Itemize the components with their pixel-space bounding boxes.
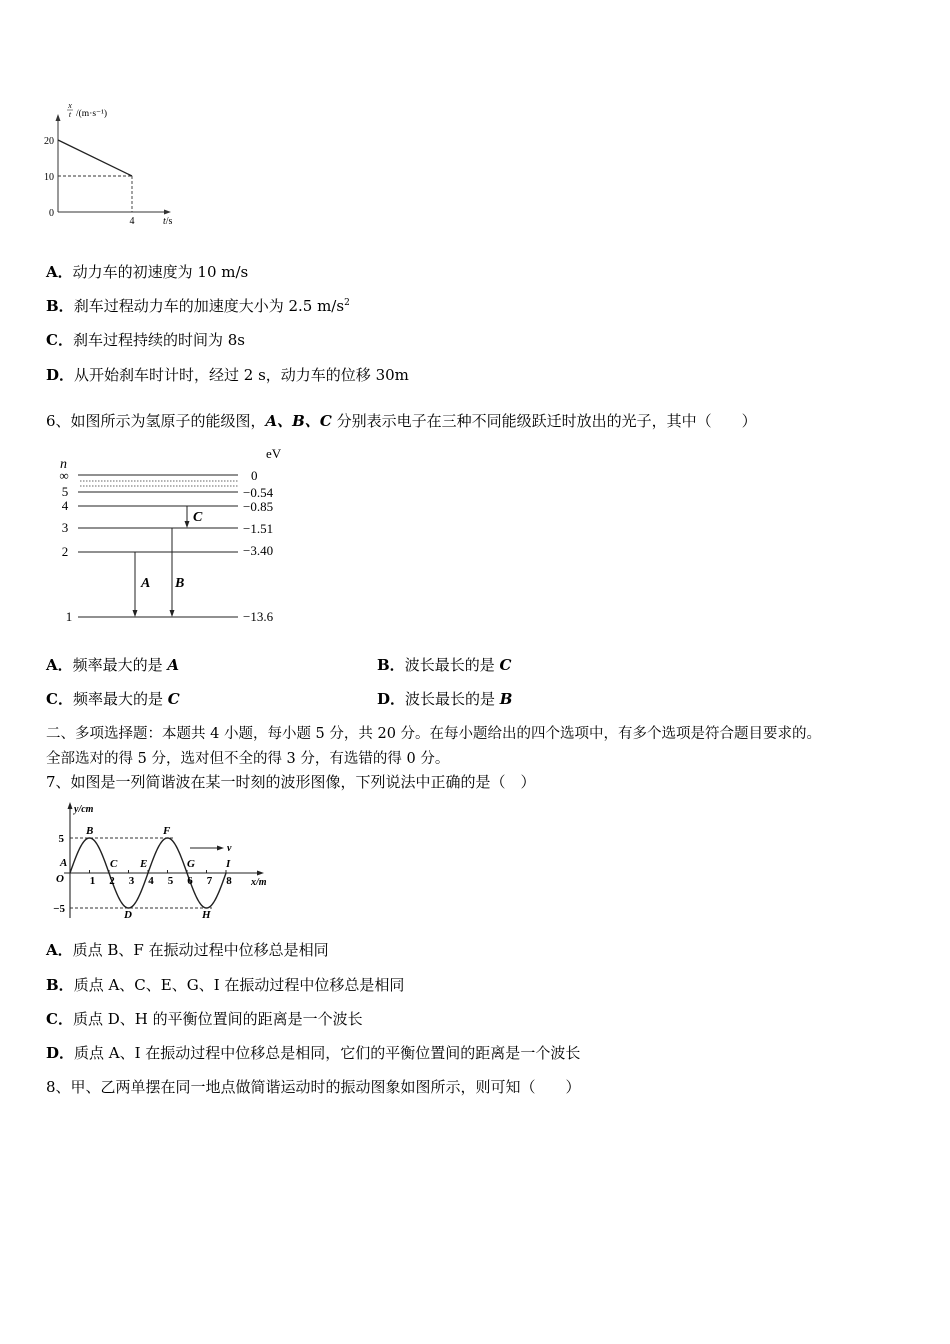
q6-e-3: −1.51 [243, 521, 274, 536]
q6-e-1: −13.6 [243, 609, 274, 624]
q7-velocity-arrow-head [217, 846, 224, 851]
q6-e-inf: 0 [251, 468, 258, 483]
q5-y-label-num: x [68, 101, 72, 110]
q5-x-label: t/s [163, 216, 173, 227]
q5-y-label-den: t [68, 110, 72, 119]
q5-option-b[interactable] [46, 295, 350, 316]
q8-stem: 8、甲、乙两单摆在同一地点做简谐运动时的振动图象如图所示，则可知（ ） [46, 1078, 581, 1096]
option-letter: A． [46, 263, 73, 281]
option-letter: A． [46, 941, 73, 959]
option-letter: D． [377, 690, 406, 708]
q5-option-a[interactable] [46, 261, 248, 282]
q6-e-4: −0.85 [243, 499, 274, 514]
q7-point-c: C [110, 858, 118, 870]
option-text: 波长最长的是 [404, 656, 500, 674]
option-letter: D． [46, 366, 75, 384]
q6-n-inf: ∞ [59, 468, 69, 483]
option-sup: 2 [344, 298, 350, 308]
q5-x-tick-4: 4 [129, 216, 135, 227]
q5-option-d[interactable] [46, 364, 409, 385]
q6-unit-label: eV [266, 446, 282, 461]
q7-point-d: D [124, 909, 132, 921]
option-letter: C． [46, 1010, 73, 1028]
option-letter: C． [46, 690, 73, 708]
q5-y-unit: /(m·s⁻¹) [76, 109, 108, 119]
q5-y-tick-20: 20 [44, 136, 54, 147]
q7-option-c[interactable] [46, 1008, 363, 1029]
q5-data-line [58, 140, 132, 176]
q6-stem: 6、如图所示为氢原子的能级图，A、B、C 分别表示电子在三种不同能级跃迁时放出的光子，其中（ ） [46, 412, 757, 430]
q7-point-b: B [86, 825, 94, 837]
q7-y-tick-neg5: −5 [53, 903, 65, 915]
q7-option-b[interactable] [46, 974, 404, 995]
option-var: C [499, 656, 512, 674]
option-text: 质点 D、H 的平衡位置间的距离是一个波长 [72, 1010, 363, 1028]
q7-stem: 7、如图是一列简谐波在某一时刻的波形图像，下列说法中正确的是（ ） [46, 773, 536, 791]
option-letter: A． [46, 656, 73, 674]
option-text: 质点 B、F 在振动过程中位移总是相同 [72, 941, 329, 959]
option-letter: C． [46, 331, 73, 349]
q7-point-i: I [226, 858, 231, 870]
q6-arrow-label-b: B [175, 576, 185, 591]
q5-velocity-graph [40, 98, 200, 230]
q7-option-d[interactable] [46, 1042, 580, 1063]
q6-option-a[interactable] [46, 654, 179, 675]
q6-energy-level-diagram [52, 442, 292, 627]
q7-point-g: G [187, 858, 195, 870]
q6-option-d[interactable] [377, 688, 512, 709]
q7-origin-label: O [56, 873, 64, 885]
section2-heading-line2: 全部选对的得 5 分，选对但不全的得 3 分，有选错的得 0 分。 [46, 751, 450, 767]
q7-point-h: H [202, 909, 211, 921]
q7-wave-graph [52, 798, 274, 922]
q7-point-e: E [140, 858, 148, 870]
q5-y-tick-0: 0 [49, 208, 54, 219]
q7-x-axis-arrow [257, 871, 264, 876]
option-var: B [499, 690, 513, 708]
q7-option-a[interactable] [46, 939, 329, 960]
q5-y-axis-arrow [56, 114, 61, 121]
q6-arrow-a-head [133, 610, 138, 617]
option-text: 从开始刹车时计时，经过 2 s，动力车的位移 30m [74, 366, 409, 384]
q6-option-b[interactable] [377, 654, 511, 675]
option-text: 质点 A、I 在振动过程中位移总是相同，它们的平衡位置间的距离是一个波长 [74, 1044, 581, 1062]
option-text: 频率最大的是 [72, 690, 168, 708]
option-text: 频率最大的是 [72, 656, 168, 674]
q7-x-tick-label: 5 [167, 875, 174, 887]
q7-x-label: x/m [251, 877, 267, 888]
q7-x-tick-label: 6 [187, 875, 193, 887]
q6-n-2: 2 [61, 544, 69, 559]
q7-x-tick-label: 8 [226, 875, 232, 887]
option-text: 波长最长的是 [405, 690, 500, 708]
q5-option-c[interactable] [46, 329, 245, 350]
q6-option-c[interactable] [46, 688, 180, 709]
q7-point-f: F [163, 825, 171, 837]
q7-point-a: A [60, 857, 68, 869]
q5-x-axis-arrow [164, 210, 171, 215]
q6-e-5: −0.54 [243, 485, 274, 500]
option-text: 质点 A、C、E、G、I 在振动过程中位移总是相同 [73, 976, 405, 994]
q6-arrow-label-c: C [193, 510, 203, 525]
q7-velocity-label: v [227, 843, 232, 854]
q6-n-5: 5 [61, 484, 69, 499]
q7-x-tick-label: 2 [109, 875, 115, 887]
option-var: C [167, 690, 180, 708]
option-text: 刹车过程持续的时间为 8s [72, 331, 245, 349]
option-letter: D． [46, 1044, 75, 1062]
q7-x-tick-label: 1 [89, 875, 96, 887]
q5-y-tick-10: 10 [44, 172, 54, 183]
q6-n-label: n [60, 457, 67, 472]
option-letter: B． [46, 297, 74, 315]
q6-arrow-b-head [170, 610, 175, 617]
option-text: 动力车的初速度为 10 m/s [72, 263, 249, 281]
q6-stem-abc: A、B、C [265, 412, 332, 430]
q7-x-tick-label: 4 [148, 875, 154, 887]
q6-e-2: −3.40 [243, 543, 274, 558]
option-text: 刹车过程动力车的加速度大小为 2.5 m/s [73, 297, 345, 315]
q6-arrow-label-a: A [141, 576, 151, 591]
q6-n-4: 4 [61, 498, 69, 513]
section2-heading-line1: 二、多项选择题：本题共 4 小题，每小题 5 分，共 20 分。在每小题给出的四个选项中，有多个选项是符合题目要求的。 [46, 726, 822, 742]
q6-n-3: 3 [61, 520, 69, 535]
q6-n-1: 1 [65, 609, 73, 624]
option-letter: B． [46, 976, 74, 994]
option-var: A [167, 656, 180, 674]
q6-arrow-c-head [185, 521, 190, 528]
option-letter: B． [377, 656, 405, 674]
q7-y-axis-arrow [68, 802, 73, 809]
q7-y-label: y/cm [74, 804, 94, 815]
q7-y-tick-5: 5 [58, 833, 64, 845]
q7-x-tick-label: 7 [206, 875, 213, 887]
q7-x-tick-label: 3 [128, 875, 135, 887]
